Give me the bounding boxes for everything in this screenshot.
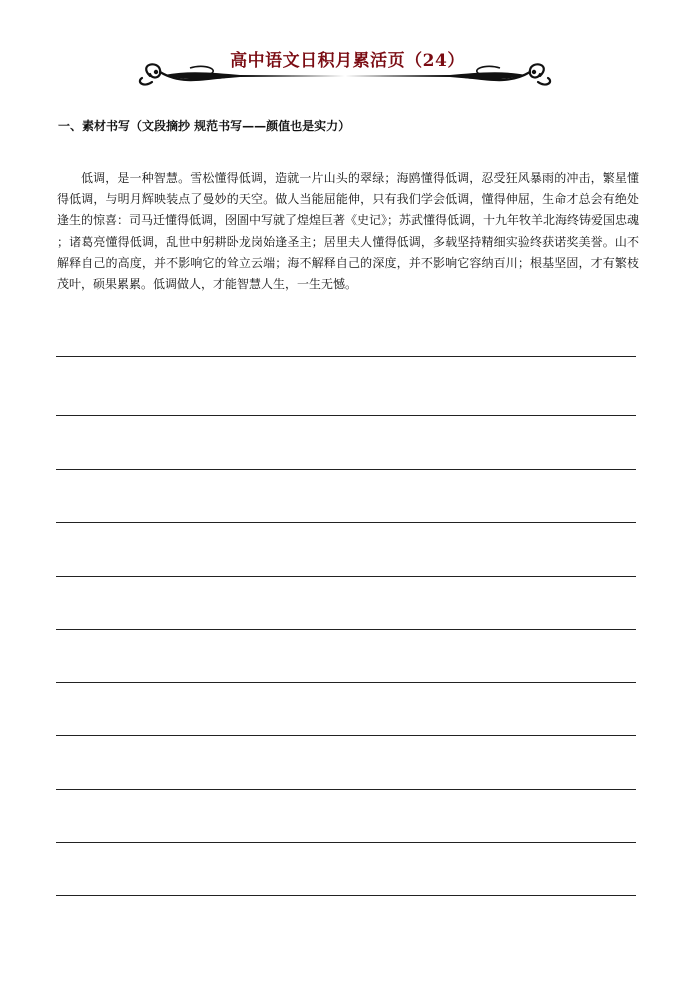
page-title: 高中语文日积月累活页（24） [230,51,465,71]
writing-line [56,735,636,736]
writing-line [56,682,636,683]
writing-line [56,356,636,357]
writing-line [56,789,636,790]
writing-line [56,576,636,577]
writing-line [56,895,636,896]
writing-line [56,522,636,523]
writing-line [56,415,636,416]
excerpt-passage: 低调，是一种智慧。雪松懂得低调，造就一片山头的翠绿；海鸥懂得低调，忍受狂风暴雨的冲击，繁星懂得低调，与明月辉映装点了曼妙的天空。做人当能屈能伸，只有我们学会低调，懂得伸屈，生命才总会有绝处逢生的惊喜：司马迁懂得低调，囹圄中写就了煌煌巨著《史记》；苏武懂得低调，十九年牧羊北海终铸爱国忠魂 ；诸葛亮懂得低调，乱世中躬耕卧龙岗始逢圣主；居里夫人懂得低调，多载坚持精细实验终获诺奖美誉。山不解释自己的高度，并不影响它的耸立云端；海不解释自己的深度，并不影响它容纳百川；根基坚固，才有繁枝茂叶，硕果累累。低调做人，才能智慧人生，一生无憾。 [57,171,640,292]
title-ornament-divider [130,58,560,94]
section-heading: 一、素材书写（文段摘抄 规范书写——颜值也是实力） [58,119,351,133]
writing-line [56,629,636,630]
writing-line [56,469,636,470]
writing-line [56,842,636,843]
